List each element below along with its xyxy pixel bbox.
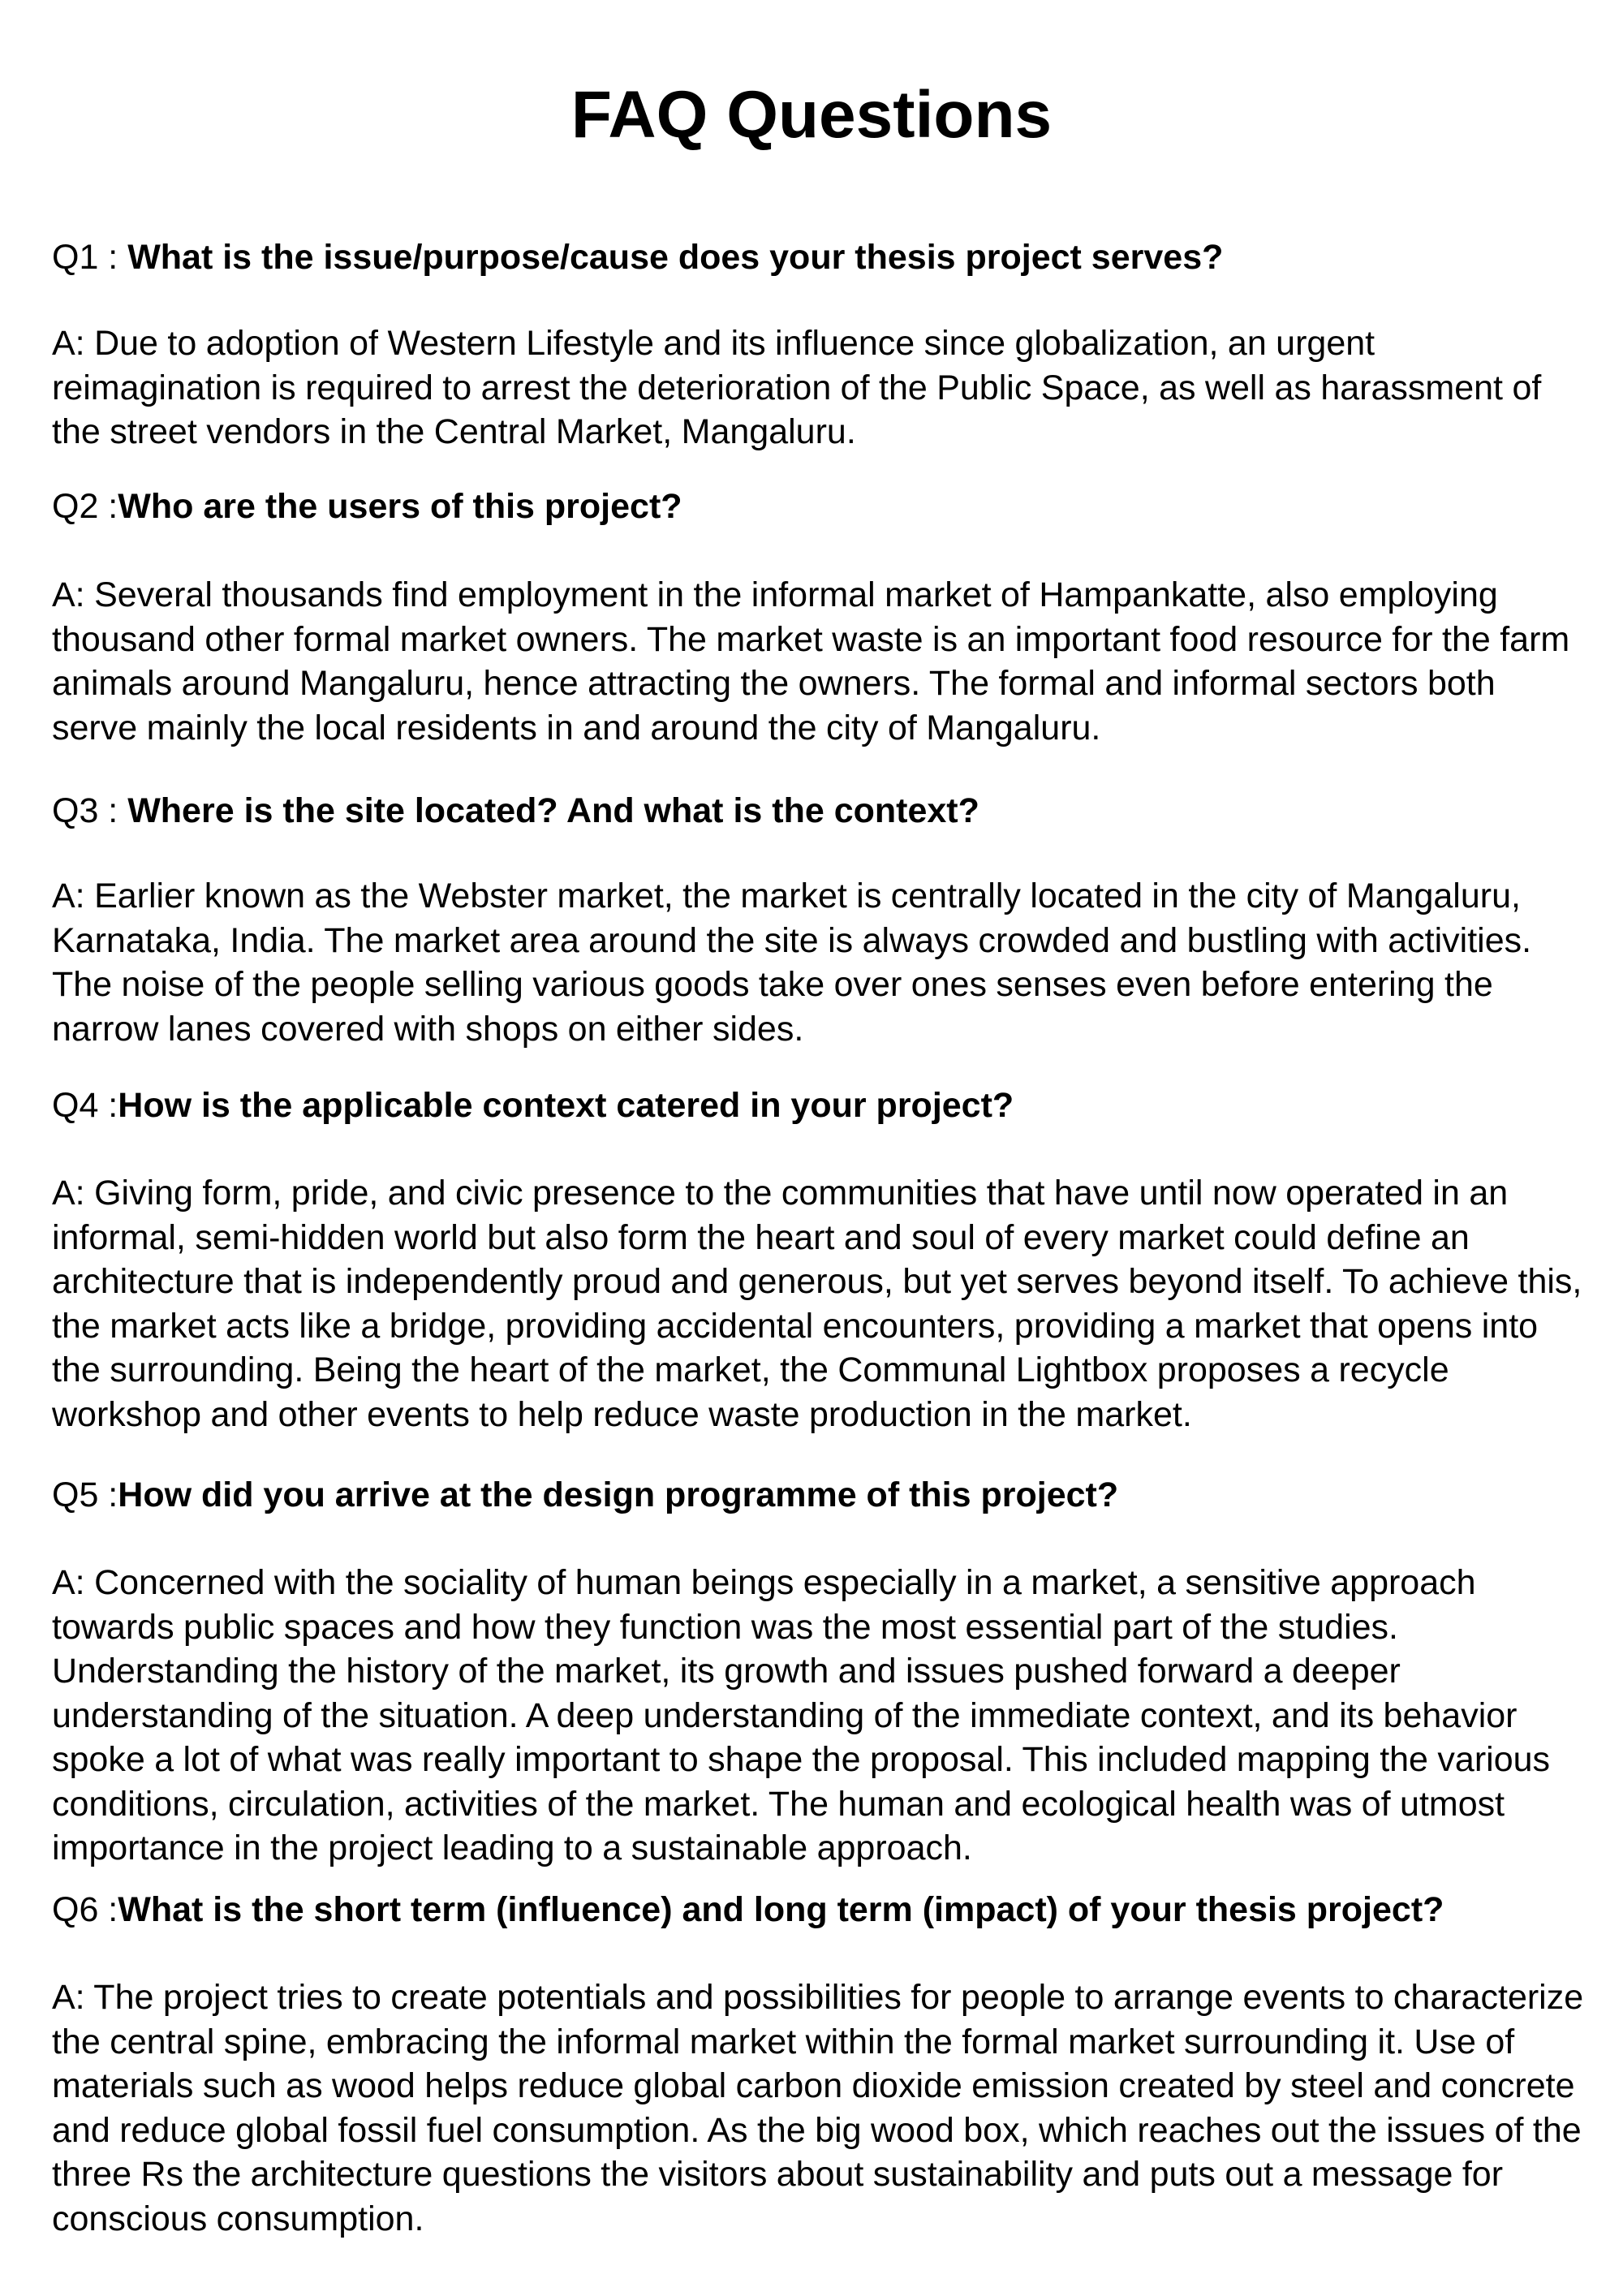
- question-label: Q1 :: [52, 238, 128, 277]
- answer-5-block: [52, 1561, 1590, 1871]
- faq-item-2: [52, 485, 1590, 528]
- question-label: Q6 :: [52, 1890, 118, 1929]
- question-6: [52, 1888, 1590, 1932]
- question-label: Q2 :: [52, 487, 118, 526]
- answer-4: A: Giving form, pride, and civic presence to the communities that have until now operated in an informal, semi-hidden world but also form the heart and soul of every market could define an architecture that is independently proud and generous, but yet serves beyond itself. To achieve this, the market acts like a bridge, providing accidental encounters, providing a market that opens into the surrounding. Being the heart of the market, the Communal Lightbox proposes a recycle workshop and other events to help reduce waste production in the market.: [52, 1174, 1582, 1434]
- question-text: Where is the site located? And what is the context?: [127, 791, 979, 830]
- faq-item-4: [52, 1083, 1590, 1127]
- question-text: How did you arrive at the design programme of this project?: [118, 1475, 1119, 1514]
- answer-1-block: [52, 321, 1590, 454]
- question-1: [52, 235, 1590, 279]
- faq-item-5: [52, 1473, 1590, 1517]
- question-label: Q5 :: [52, 1475, 118, 1514]
- answer-3: A: Earlier known as the Webster market, the market is centrally located in the city of Mangaluru, Karnataka, India. The market area around the site is always crowded and bustling with activities. The noise of the people selling various goods take over ones senses even before entering the narrow lanes covered with shops on either sides.: [52, 877, 1532, 1049]
- question-label: Q3 :: [52, 791, 128, 830]
- question-label: Q4 :: [52, 1086, 118, 1125]
- answer-3-block: [52, 874, 1590, 1051]
- answer-2: A: Several thousands find employment in the informal market of Hampankatte, also employing thousand other formal market owners. The market waste is an important food resource for the farm animals around Mangaluru, hence attracting the owners. The formal and informal sectors both serve mainly the local residents in and around the city of Mangaluru.: [52, 575, 1570, 747]
- faq-item-3: [52, 789, 1590, 833]
- question-text: How is the applicable context catered in your project?: [118, 1086, 1014, 1125]
- question-text: What is the issue/purpose/cause does your thesis project serves?: [127, 238, 1224, 277]
- question-4: [52, 1083, 1590, 1127]
- question-2: [52, 485, 1590, 528]
- answer-4-block: [52, 1171, 1590, 1437]
- faq-item-6: [52, 1888, 1590, 1932]
- question-text: What is the short term (influence) and long term (impact) of your thesis project?: [118, 1890, 1444, 1929]
- question-5: [52, 1473, 1590, 1517]
- question-text: Who are the users of this project?: [118, 487, 682, 526]
- answer-1: A: Due to adoption of Western Lifestyle and its influence since globalization, an urgent reimagination is required to arrest the deterioration of the Public Space, as well as harassment of the street vendors in the Central Market, Mangaluru.: [52, 324, 1542, 451]
- answer-6: A: The project tries to create potentials and possibilities for people to arrange events to characterize the central spine, embracing the informal market within the formal market surrounding it. Use of materials such as wood helps reduce global carbon dioxide emission created by steel and concrete and reduce global fossil fuel consumption. As the big wood box, which reaches out the issues of the three Rs the architecture questions the visitors about sustainability and puts out a message for conscious consumption.: [52, 1978, 1584, 2238]
- page-title: FAQ Questions: [570, 78, 1053, 152]
- question-3: [52, 789, 1590, 833]
- faq-item-1: [52, 235, 1590, 279]
- answer-6-block: [52, 1975, 1590, 2241]
- answer-5: A: Concerned with the sociality of human beings especially in a market, a sensitive approach towards public spaces and how they function was the most essential part of the studies. Understanding the history of the market, its growth and issues pushed forward a deeper understanding of the situation. A deep understanding of the immediate context, and its behavior spoke a lot of what was really important to shape the proposal. This included mapping the various conditions, circulation, activities of the market. The human and ecological health was of utmost importance in the project leading to a sustainable approach.: [52, 1563, 1551, 1867]
- answer-2-block: [52, 573, 1590, 750]
